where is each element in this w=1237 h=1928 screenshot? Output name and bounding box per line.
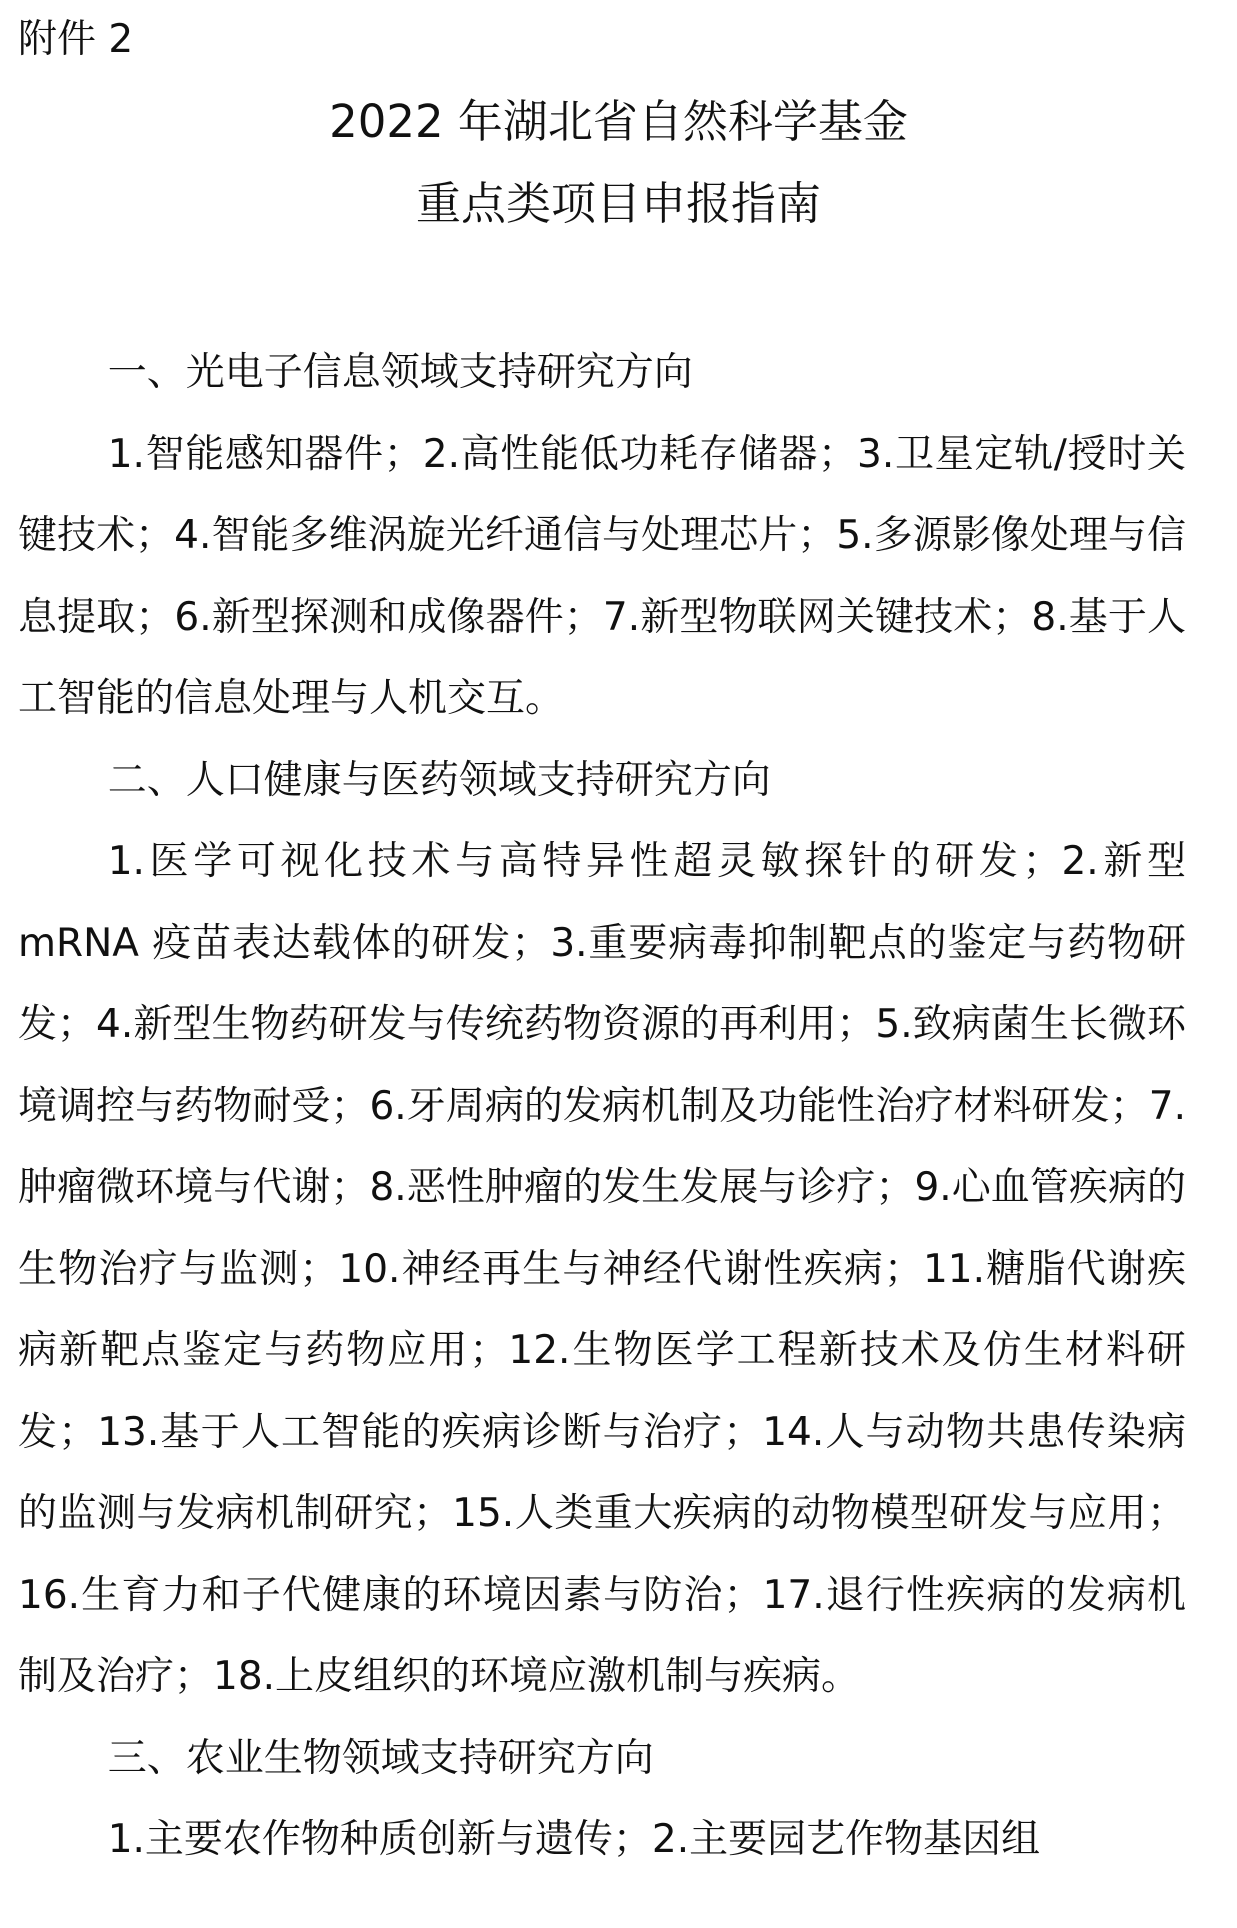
section-content-health-medicine: 1.医学可视化技术与高特异性超灵敏探针的研发；2.新型 mRNA 疫苗表达载体的研发；3.重要病毒抑制靶点的鉴定与药物研发；4.新型生物药研发与传统药物资源的再利用；5.致病菌生长微环境调控与药物耐受；6.牙周病的发病机制及功能性治疗材料研发；7.肿瘤微环境与代谢；8.恶性肿瘤的发生发展与诊疗；9.心血管疾病的生物治疗与监测；10.神经再生与神经代谢性疾病；11.糖脂代谢疾病新靶点鉴定与药物应用；12.生物医学工程新技术及仿生材料研发；13.基于人工智能的疾病诊断与治疗；14.人与动物共患传染病的监测与发病机制研究；15.人类重大疾病的动物模型研发与应用；16.生育力和子代健康的环境因素与防治；17.退行性疾病的发病机制及治疗；18.上皮组织的环境应激机制与疾病。 (18, 839, 1186, 1699)
page-title-line-2: 重点类项目申报指南 (415, 177, 821, 230)
document-body (18, 332, 1186, 1881)
page-title-line-1: 2022 年湖北省自然科学基金 (329, 95, 908, 148)
section-content-agriculture: 1.主要农作物种质创新与遗传；2.主要园艺作物基因组 (107, 1817, 1041, 1862)
section-heading-agriculture: 三、农业生物领域支持研究方向 (107, 1735, 654, 1781)
section-content-optoelectronics: 1.智能感知器件；2.高性能低功耗存储器；3.卫星定轨/授时关键技术；4.智能多维涡旋光纤通信与处理芯片；5.多源影像处理与信息提取；6.新型探测和成像器件；7.新型物联网关键技术；8.基于人工智能的信息处理与人机交互。 (18, 431, 1186, 721)
attachment-label: 附件 2 (18, 17, 134, 62)
section-heading-optoelectronics: 一、光电子信息领域支持研究方向 (107, 350, 693, 395)
section-heading-health-medicine: 二、人口健康与医药领域支持研究方向 (107, 757, 771, 803)
